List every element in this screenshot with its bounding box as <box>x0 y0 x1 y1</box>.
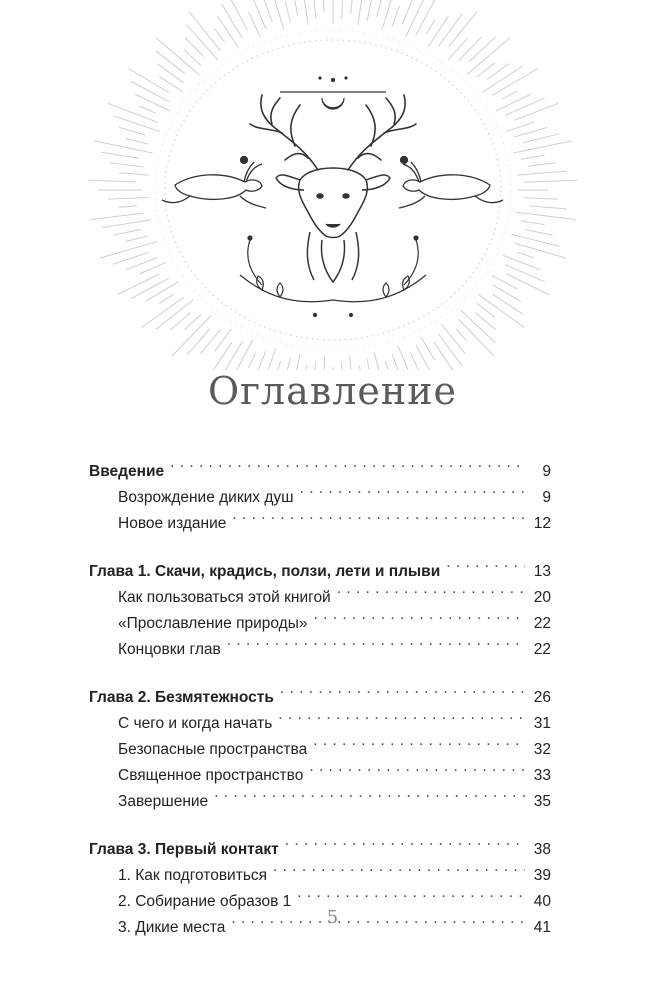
leader-dots <box>309 754 525 780</box>
leader-dots <box>278 702 525 728</box>
sunburst-ray <box>135 94 170 111</box>
toc-entry-label: Введение <box>89 463 165 480</box>
sunburst-ray <box>119 173 149 175</box>
leader-dots <box>214 780 525 806</box>
sunburst-ray <box>260 0 272 21</box>
leader-dots <box>297 880 525 906</box>
sunburst-ray <box>426 20 435 34</box>
sunburst-ray <box>521 221 545 225</box>
sunburst-ray <box>159 76 183 92</box>
sunburst-ray <box>187 329 211 356</box>
sunburst-ray <box>438 14 462 47</box>
toc-chapter-entry[interactable] <box>89 828 551 858</box>
sunburst-ray <box>350 356 354 370</box>
table-of-contents <box>89 450 551 936</box>
sunburst-ray <box>249 12 261 37</box>
sunburst-ray <box>139 262 166 274</box>
sunburst-ray <box>521 155 545 159</box>
sunburst-ray <box>515 127 547 136</box>
sunburst-ray <box>525 230 552 236</box>
sunburst-ray <box>293 0 298 16</box>
sunburst-ray <box>131 82 169 102</box>
toc-entry-label: Глава 1. Скачи, крадись, ползи, лети и плыви <box>89 563 441 580</box>
sunburst-ray <box>513 141 572 153</box>
toc-entry-label: 1. Как подготовиться <box>118 867 268 884</box>
toc-entry-page: 41 <box>533 919 551 936</box>
toc-chapter-entry[interactable] <box>89 450 551 480</box>
toc-entry-label: Безопасные пространства <box>118 741 308 758</box>
sunburst-ray <box>524 180 578 182</box>
sunburst-ray <box>218 16 239 47</box>
toc-chapter-entry[interactable] <box>89 676 551 706</box>
sunburst-ray <box>156 51 185 74</box>
page-number: 5 <box>326 907 339 928</box>
sunburst-ray <box>523 134 560 143</box>
sunburst-ray <box>392 6 399 27</box>
sunburst-ray <box>506 122 534 132</box>
sunburst-ray <box>505 98 545 115</box>
leader-dots <box>170 450 525 476</box>
sunburst-ray <box>477 63 495 77</box>
sunburst-ray <box>477 303 495 317</box>
sunburst-ray <box>351 0 355 13</box>
sunburst-ray <box>108 198 148 200</box>
sunburst-ray <box>492 285 520 302</box>
sunburst-ray <box>88 180 136 182</box>
sunburst-ray <box>406 0 426 37</box>
sunburst-ray <box>438 334 462 367</box>
sunburst-ray <box>222 4 243 39</box>
sunburst-ray <box>100 242 157 259</box>
sunburst-ray <box>469 37 495 62</box>
toc-entry-label: Новое издание <box>118 515 227 532</box>
sunburst-ray <box>157 64 184 83</box>
toc-entry-label: Священное пространство <box>118 767 304 784</box>
toc-entry-page: 31 <box>533 715 551 732</box>
sunburst-ray <box>398 346 419 370</box>
leader-dots <box>227 628 525 654</box>
leader-dots <box>313 602 525 628</box>
toc-entry-page: 9 <box>542 463 551 480</box>
toc-entry-label: С чего и когда начать <box>118 715 273 732</box>
sunburst-ray <box>514 103 558 120</box>
sunburst-ray <box>502 91 517 99</box>
sunburst-ray <box>528 163 556 166</box>
sunburst-ray <box>215 29 225 43</box>
toc-section <box>89 676 551 810</box>
sunburst-ray <box>323 356 324 370</box>
toc-entry-label: Возрождение диких душ <box>118 489 294 506</box>
sunburst-ray <box>159 294 174 304</box>
leader-dots <box>280 676 525 702</box>
sunburst-ray <box>311 0 316 19</box>
sunburst-ray <box>102 220 151 228</box>
sunburst-ray <box>459 38 481 61</box>
sunburst-ray <box>108 103 158 122</box>
sunburst-ray <box>367 0 373 21</box>
sunburst-ray <box>416 0 439 35</box>
leader-dots <box>300 476 525 502</box>
sunburst-ray <box>496 94 531 111</box>
sunburst-ray <box>377 0 386 17</box>
antlers <box>250 95 416 170</box>
sunburst-ray <box>302 0 309 25</box>
toc-entry-label: «Прославление природы» <box>118 615 308 632</box>
sunburst-ray <box>402 0 412 24</box>
sunburst-ray <box>110 163 144 167</box>
crescent-moon-icon <box>280 77 386 109</box>
sunburst-ray <box>102 152 139 158</box>
sunburst-ray <box>227 0 248 30</box>
leader-dots <box>313 728 525 754</box>
sunburst-ray <box>184 50 201 66</box>
dotted-halo <box>165 40 501 340</box>
sunburst-ray <box>449 12 477 47</box>
toc-entry-label: Глава 3. Первый контакт <box>89 841 279 858</box>
sunburst-ray <box>113 116 160 132</box>
sunburst-ray <box>483 66 523 92</box>
toc-entry-page: 26 <box>533 689 551 706</box>
hare-left <box>162 157 266 209</box>
toc-section <box>89 550 551 658</box>
hare-right <box>399 157 503 209</box>
toc-entry-page: 9 <box>542 489 551 506</box>
sunburst-ray <box>505 265 545 282</box>
leaf-wreath <box>240 236 426 317</box>
sunburst-ray <box>247 351 266 370</box>
leader-dots <box>285 828 525 854</box>
toc-entry-page: 22 <box>533 641 551 658</box>
sunburst-ray <box>515 243 566 258</box>
sunburst-ray <box>285 1 290 22</box>
toc-entry-page: 40 <box>533 893 551 910</box>
sunburst-ray <box>442 325 466 354</box>
sunburst-ray <box>126 139 149 145</box>
sunburst-ray <box>374 352 385 370</box>
toc-entry-label: 2. Собирание образов 1 <box>118 893 292 910</box>
sunburst-ray <box>139 106 155 113</box>
sunburst-ray <box>358 0 362 25</box>
toc-entry-label: 3. Дикие места <box>118 919 226 936</box>
sunburst-ray <box>114 230 141 236</box>
sunburst-ray <box>517 171 567 175</box>
sunburst-ray <box>448 39 467 60</box>
sunburst-ray <box>323 0 324 13</box>
sunburst-ray <box>428 16 449 47</box>
sunburst-ray <box>507 274 549 295</box>
page-title: Оглавление <box>207 369 458 413</box>
toc-entry-page: 35 <box>533 793 551 810</box>
toc-chapter-entry[interactable] <box>89 550 551 580</box>
toc-entry-label: Как пользоваться этой книгой <box>118 589 331 606</box>
sunburst-ray <box>119 206 137 207</box>
sunburst-ray <box>129 69 169 93</box>
sunburst-ray <box>131 278 169 298</box>
toc-entry-label: Глава 2. Безмятежность <box>89 689 274 706</box>
leader-dots <box>337 576 525 602</box>
leader-dots <box>273 854 525 880</box>
sunburst-ray <box>456 329 467 342</box>
deer-illustration <box>0 0 665 370</box>
toc-entry-page: 33 <box>533 767 551 784</box>
sunburst-ray <box>517 252 534 258</box>
sunburst-ray <box>145 282 178 302</box>
sunburst-ray <box>529 206 567 209</box>
toc-entry-page: 32 <box>533 741 551 758</box>
toc-entry-page: 39 <box>533 867 551 884</box>
sunburst-ray <box>342 0 344 18</box>
sunburst-ray <box>249 353 256 368</box>
sunburst-ray <box>90 213 144 220</box>
sunburst-ray <box>289 354 300 370</box>
sunburst-ray <box>392 354 399 371</box>
sunburst-ray <box>201 329 221 354</box>
sunburst-ray <box>126 236 149 242</box>
sunburst-rays <box>88 0 578 370</box>
toc-entry-page: 22 <box>533 615 551 632</box>
leader-dots <box>446 550 525 576</box>
sunburst-ray <box>410 353 425 370</box>
sunburst-ray <box>524 198 558 199</box>
sunburst-ray <box>119 127 146 135</box>
sunburst-ray <box>492 294 523 314</box>
deer-head <box>276 168 390 282</box>
sunburst-ray <box>117 274 159 295</box>
toc-entry-page: 38 <box>533 841 551 858</box>
toc-section <box>89 450 551 532</box>
sunburst-ray <box>516 212 576 219</box>
toc-entry-label: Завершение <box>118 793 209 810</box>
toc-entry-page: 13 <box>533 563 551 580</box>
sunburst-ray <box>184 314 201 330</box>
sunburst-ray <box>254 0 266 29</box>
leader-dots <box>232 502 525 528</box>
toc-entry-page: 20 <box>533 589 551 606</box>
toc-entry-label: Концовки глав <box>118 641 221 658</box>
toc-entry-page: 12 <box>533 515 551 532</box>
